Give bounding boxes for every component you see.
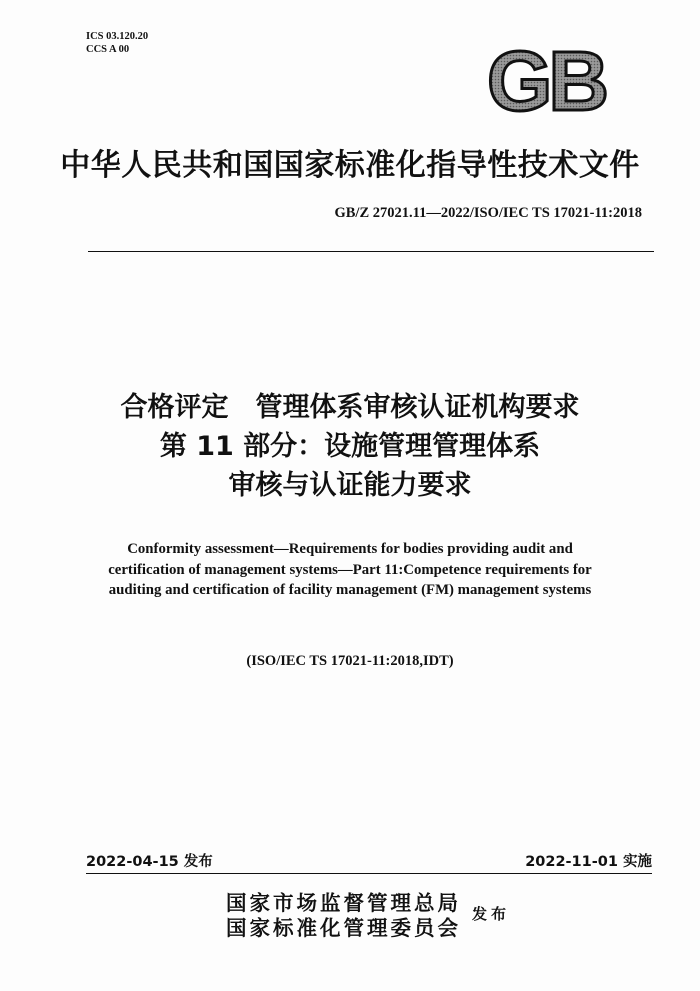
issuer-samr: 国家市场监督管理总局 [226,891,461,915]
classification-codes [86,30,148,56]
gb-logo-text: GB [487,42,605,122]
title-chinese [0,388,700,505]
agency-title: 中华人民共和国国家标准化指导性技术文件 [60,148,640,183]
title-english [60,539,640,601]
issue-date: 2022-04-15 发布 [86,854,213,870]
title-en-line-1: Conformity assessment—Requirements for bodies providing audit and [127,541,573,557]
title-zh-line-1: 合格评定 管理体系审核认证机构要求 [120,392,580,423]
implementation-date: 2022-11-01 实施 [525,854,652,870]
gb-logo [476,42,616,122]
standard-number: GB/Z 27021.11—2022/ISO/IEC TS 17021-11:2018 [334,205,642,221]
title-zh-line-2: 第 11 部分：设施管理管理体系 [159,431,541,462]
issuer-sac: 国家标准化管理委员会 [226,916,461,940]
footer-divider [86,873,652,874]
title-en-line-2: certification of management systems—Part 11:Competence requirements for [108,561,592,578]
title-zh-line-3: 审核与认证能力要求 [228,470,472,501]
ics-code: ICS 03.120.20 [86,31,149,42]
header-divider [88,251,654,252]
publish-label: 发布 [472,905,511,923]
ccs-code: CCS A 00 [86,44,130,55]
title-en-line-3: auditing and certification of facility management (FM) management systems [108,582,592,598]
adoption-note: (ISO/IEC TS 17021-11:2018,IDT) [246,653,454,669]
issuing-authorities [226,891,461,941]
